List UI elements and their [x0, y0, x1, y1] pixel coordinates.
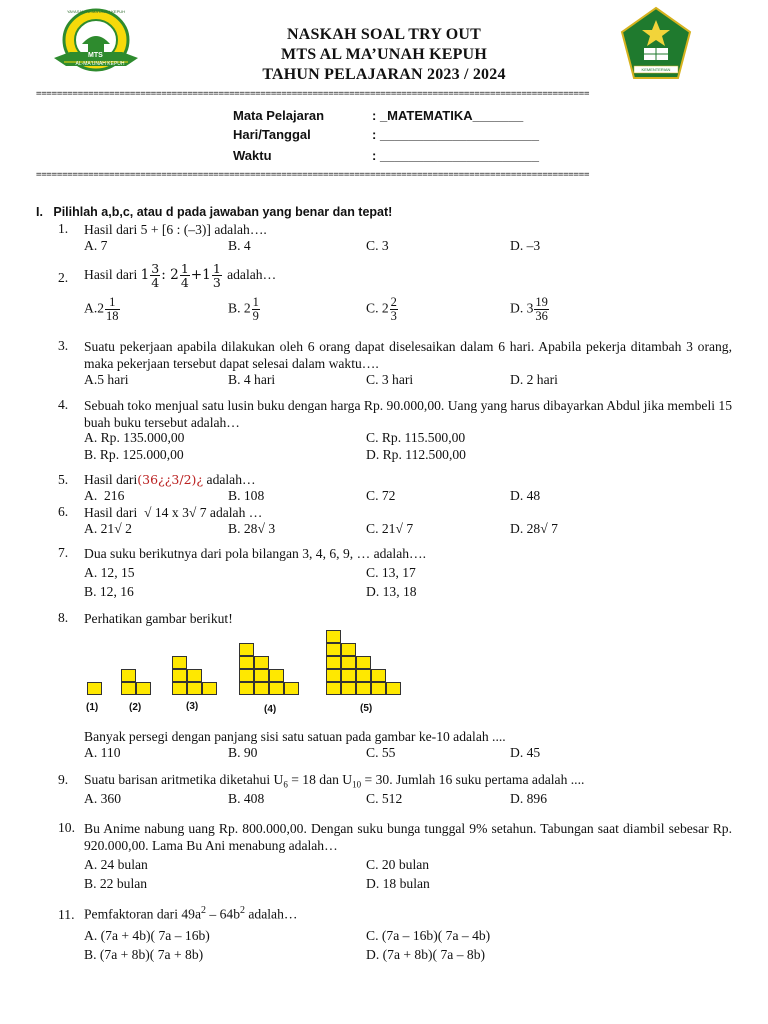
option-b[interactable]: B. (7a + 8b)( 7a + 8b): [84, 947, 204, 962]
numerator: 2: [390, 295, 397, 309]
logo-text-mts: MTS: [88, 52, 103, 59]
question-text: Sebuah toko menjual satu lusin buku dengan harga Rp. 90.000,00. Uang yang harus dibayarkan Abdul jika membeli 15 buah buku tersebut adalah…: [84, 398, 732, 430]
staircase-figure: [84, 628, 424, 720]
unit-square: [172, 669, 187, 682]
fraction: [212, 262, 222, 289]
option-d[interactable]: D. 45: [510, 745, 541, 760]
subscript: 10: [352, 779, 362, 790]
unit-square: [254, 682, 269, 695]
question-number: 8.: [58, 610, 69, 625]
question-text: Suatu pekerjaan apabila dilakukan oleh 6 orang dapat diselesaikan dalam 6 hari. Apabila pekerja ditambah 3 orang, maka pekerjaan tersebut dapat selesai dalam waktu….: [84, 339, 732, 371]
question-text: [84, 258, 276, 292]
option-letter: D.: [510, 300, 524, 316]
option-d[interactable]: D. 18 bulan: [366, 876, 430, 891]
subject-label: Mata Pelajaran: [233, 108, 325, 123]
figure-label: (5): [360, 703, 373, 714]
question-subtext: Banyak persegi dengan panjang sisi satu satuan pada gambar ke-10 adalah ....: [84, 729, 506, 744]
option-a[interactable]: A. 216: [84, 488, 125, 503]
date-label: Hari/Tanggal: [233, 127, 311, 142]
question-number: 9.: [58, 772, 69, 787]
option-b[interactable]: B. 4 hari: [228, 372, 276, 387]
unit-square: [239, 669, 254, 682]
option-a[interactable]: A. 24 bulan: [84, 857, 148, 872]
option-a[interactable]: A. 110: [84, 745, 121, 760]
question-number: 3.: [58, 338, 69, 353]
text-part: adalah…: [245, 906, 298, 922]
text-part: – 64b: [206, 906, 240, 922]
option-b[interactable]: B. 12, 16: [84, 584, 134, 599]
option-c[interactable]: C. Rp. 115.500,00: [366, 430, 466, 445]
option-d[interactable]: D. 13, 18: [366, 584, 417, 599]
option-c[interactable]: [366, 296, 399, 323]
option-c[interactable]: C. 21√ 7: [366, 521, 414, 536]
unit-square: [87, 682, 102, 695]
option-letter: B.: [228, 300, 241, 316]
logo-text-top: YAYASAN AL-MA'UNAH KEPUH: [66, 9, 126, 14]
unit-square: [239, 643, 254, 656]
question-number: 10.: [58, 820, 75, 835]
numerator: 1: [212, 261, 221, 276]
denominator: 3: [390, 309, 397, 323]
separator-bottom: ==========================================================================================================: [36, 170, 590, 180]
option-a[interactable]: A. Rp. 135.000,00: [84, 430, 185, 445]
option-a[interactable]: [84, 296, 121, 323]
time-value: : ______________________: [372, 148, 540, 163]
subject-value: : _MATEMATIKA_______: [372, 108, 524, 123]
text-part: Pemfaktoran dari 49a: [84, 906, 202, 922]
option-d[interactable]: D. –3: [510, 238, 541, 253]
denominator: 18: [106, 309, 119, 323]
option-d[interactable]: D. Rp. 112.500,00: [366, 447, 466, 462]
option-d[interactable]: [510, 296, 550, 323]
title-line-1: NASKAH SOAL TRY OUT: [287, 26, 481, 43]
fraction: [390, 296, 398, 323]
time-label: Waktu: [233, 148, 272, 163]
denominator: 4: [180, 275, 189, 290]
option-a[interactable]: A. 21√ 2: [84, 521, 132, 536]
question-number: 4.: [58, 397, 69, 412]
figure-label: (3): [186, 701, 199, 712]
option-c[interactable]: C. 20 bulan: [366, 857, 430, 872]
unit-square: [326, 630, 341, 643]
superscript: 2: [240, 905, 245, 916]
text-part: = 18 dan U: [287, 772, 353, 787]
unit-square: [254, 669, 269, 682]
denominator: 9: [252, 309, 259, 323]
unit-square: [326, 656, 341, 669]
question-text: Hasil dari 5 + [6 : (–3)] adalah….: [84, 222, 267, 237]
numerator: 1: [180, 261, 189, 276]
option-c[interactable]: C. (7a – 16b)( 7a – 4b): [366, 928, 491, 943]
option-b[interactable]: B. 28√ 3: [228, 521, 276, 536]
option-d[interactable]: D. (7a + 8b)( 7a – 8b): [366, 947, 486, 962]
option-c[interactable]: C. 3 hari: [366, 372, 414, 387]
denominator: 36: [535, 309, 548, 323]
unit-square: [371, 669, 386, 682]
unit-square: [326, 643, 341, 656]
title-line-3: TAHUN PELAJARAN 2023 / 2024: [262, 66, 506, 83]
option-b[interactable]: B. 4: [228, 238, 251, 253]
unit-square: [341, 682, 356, 695]
numerator: 3: [151, 261, 160, 276]
question-text: [84, 472, 256, 488]
unit-square: [239, 656, 254, 669]
numerator: 1: [252, 295, 259, 309]
option-b[interactable]: B. 408: [228, 791, 265, 806]
figure-label: (2): [129, 702, 142, 713]
fraction: [252, 296, 260, 323]
question-text: Perhatikan gambar berikut!: [84, 611, 233, 626]
question-number: 6.: [58, 504, 69, 519]
denominator: 4: [151, 275, 160, 290]
question-text: Dua suku berikutnya dari pola bilangan 3, 4, 6, 9, … adalah….: [84, 546, 427, 561]
unit-square: [341, 643, 356, 656]
question-text: Hasil dari √ 14 x 3√ 7 adalah …: [84, 505, 263, 520]
unit-square: [386, 682, 401, 695]
text-part: Suatu barisan aritmetika diketahui U: [84, 772, 284, 787]
option-whole: 2: [243, 300, 251, 316]
denominator: 3: [212, 275, 221, 290]
logo-ribbon-text: AL-MA'UNAH KEPUH: [75, 61, 125, 67]
option-whole: 3: [526, 300, 534, 316]
question-number: 11.: [58, 907, 75, 922]
option-c[interactable]: C. 55: [366, 745, 396, 760]
question-number: 2.: [58, 270, 69, 285]
option-b[interactable]: [228, 296, 261, 323]
superscript: 2: [201, 905, 207, 916]
option-letter: C.: [366, 300, 379, 316]
unit-square: [269, 669, 284, 682]
option-c[interactable]: C. 3: [366, 238, 389, 253]
option-a[interactable]: A. 7: [84, 238, 108, 253]
option-whole: 2: [97, 300, 105, 316]
unit-square: [269, 682, 284, 695]
unit-square: [284, 682, 299, 695]
unit-square: [326, 669, 341, 682]
unit-square: [121, 669, 136, 682]
unit-square: [136, 682, 151, 695]
option-b[interactable]: B. 90: [228, 745, 258, 760]
expr-op-1: : 2: [161, 267, 179, 283]
option-c[interactable]: C. 72: [366, 488, 396, 503]
ministry-ribbon-text: KEMENTERIAN AGAMA: [641, 67, 671, 77]
option-b[interactable]: B. Rp. 125.000,00: [84, 447, 184, 462]
numerator: 1: [105, 296, 120, 310]
question-number: 7.: [58, 545, 69, 560]
question-text: Bu Anime nabung uang Rp. 800.000,00. Dengan suku bunga tunggal 9% setahun. Tabungan saat diambil sebesar Rp. 920.000,00. Lama Bu Ani menabung adalah…: [84, 821, 732, 853]
figure-label: (1): [86, 702, 99, 713]
expression: (36¿¿3/2)¿: [137, 472, 204, 487]
question-number: 5.: [58, 472, 69, 487]
expr-op-2: +1: [190, 267, 211, 283]
unit-square: [341, 669, 356, 682]
title-line-2: MTS AL MA’UNAH KEPUH: [281, 46, 487, 63]
unit-square: [356, 669, 371, 682]
text-post: adalah…: [227, 267, 277, 282]
option-a[interactable]: A. 12, 15: [84, 565, 135, 580]
fraction: [150, 262, 160, 289]
option-letter: A.: [84, 300, 98, 316]
fraction: [105, 296, 120, 323]
unit-square: [326, 682, 341, 695]
option-d[interactable]: D. 2 hari: [510, 372, 558, 387]
option-a[interactable]: A. 360: [84, 791, 122, 806]
option-d[interactable]: D. 28√ 7: [510, 521, 558, 536]
option-c[interactable]: C. 512: [366, 791, 403, 806]
unit-square: [341, 656, 356, 669]
unit-square: [187, 682, 202, 695]
numerator: 19: [535, 295, 548, 309]
question-number: 1.: [58, 221, 69, 236]
option-d[interactable]: D. 48: [510, 488, 541, 503]
separator-top: ==========================================================================================================: [36, 89, 590, 99]
expression: [140, 261, 227, 290]
date-value: : ______________________: [372, 127, 540, 142]
text-part: = 30. Jumlah 16 suku pertama adalah ....: [361, 772, 585, 787]
unit-square: [202, 682, 217, 695]
fraction: [534, 296, 549, 323]
text-post: adalah…: [206, 472, 256, 487]
subscript: 6: [283, 779, 288, 790]
option-b[interactable]: B. 22 bulan: [84, 876, 148, 891]
question-text: [84, 905, 297, 923]
unit-square: [172, 656, 187, 669]
unit-square: [254, 656, 269, 669]
figure-label: (4): [264, 704, 277, 715]
unit-square: [187, 669, 202, 682]
unit-square: [371, 682, 386, 695]
option-a[interactable]: A.5 hari: [84, 372, 129, 387]
option-whole: 2: [381, 300, 389, 316]
option-a[interactable]: A. (7a + 4b)( 7a – 16b): [84, 928, 210, 943]
text-pre: Hasil dari: [84, 267, 138, 282]
section-instruction: I. Pilihlah a,b,c, atau d pada jawaban yang benar dan tepat!: [36, 205, 393, 219]
text-pre: Hasil dari: [84, 472, 138, 487]
question-text: [84, 772, 584, 790]
unit-square: [239, 682, 254, 695]
option-d[interactable]: D. 896: [510, 791, 548, 806]
option-c[interactable]: C. 13, 17: [366, 565, 416, 580]
unit-square: [172, 682, 187, 695]
expr-whole-1: 1: [140, 267, 150, 283]
option-b[interactable]: B. 108: [228, 488, 265, 503]
unit-square: [356, 656, 371, 669]
fraction: [180, 262, 190, 289]
unit-square: [121, 682, 136, 695]
unit-square: [356, 682, 371, 695]
